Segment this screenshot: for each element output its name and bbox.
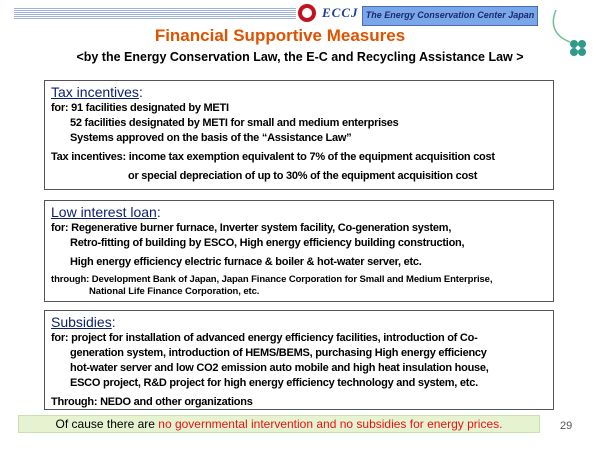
logo-text: ECCJ xyxy=(322,5,359,20)
tax-line: or special depreciation of up to 30% of the equipment acquisition cost xyxy=(128,170,478,182)
eccj-logo-icon xyxy=(298,4,316,22)
subsidies-box xyxy=(44,310,554,410)
tax-line: 52 facilities designated by METI for small and medium enterprises xyxy=(70,117,399,129)
loan-line: High energy efficiency electric furnace & boiler & hot-water server, etc. xyxy=(70,256,422,268)
page-number: 29 xyxy=(560,420,573,432)
subsidies-line: hot-water server and low CO2 emission auto mobile and high heat insulation house, xyxy=(70,362,489,374)
loan-heading: Low interest loan: xyxy=(51,204,161,220)
page-subtitle: <by the Energy Conservation Law, the E-C and Recycling Assistance Law > xyxy=(76,50,524,64)
footer-note-prefix: Of cause there are xyxy=(55,417,159,431)
footer-note xyxy=(18,415,540,433)
org-banner xyxy=(362,6,538,26)
subsidies-line: generation system, introduction of HEMS/BEMS, purchasing High energy efficiency xyxy=(70,347,487,359)
footer-note-highlight: no governmental intervention and no subsidies for energy prices. xyxy=(158,417,503,431)
tax-line: Systems approved on the basis of the “Assistance Law” xyxy=(70,132,352,144)
tax-heading: Tax incentives: xyxy=(51,84,143,100)
loan-line: through: Development Bank of Japan, Japan Finance Corporation for Small and Medium Enterprise, xyxy=(51,274,493,285)
low-interest-loan-box xyxy=(44,200,554,302)
subsidies-heading: Subsidies: xyxy=(51,314,116,330)
subsidies-line: for: project for installation of advanced energy efficiency facilities, introduction of Co- xyxy=(51,332,478,344)
page-title: Financial Supportive Measures xyxy=(154,26,406,45)
tax-line: for: 91 facilities designated by METI xyxy=(51,102,229,114)
subsidies-line: ESCO project, R&D project for high energy efficiency technology and system, etc. xyxy=(70,377,478,389)
loan-line: Retro-fitting of building by ESCO, High energy efficiency building construction, xyxy=(70,237,465,249)
loan-line: for: Regenerative burner furnace, Inverter system facility, Co-generation system, xyxy=(51,222,452,234)
org-name: The Energy Conservation Center Japan xyxy=(365,10,535,20)
tax-line: Tax incentives: income tax exemption equivalent to 7% of the equipment acquisition cost xyxy=(51,151,495,163)
loan-line: National Life Finance Corporation, etc. xyxy=(89,286,260,297)
header-stripes xyxy=(14,8,296,19)
tax-incentives-box xyxy=(44,80,554,190)
subsidies-line: Through: NEDO and other organizations xyxy=(51,396,253,408)
